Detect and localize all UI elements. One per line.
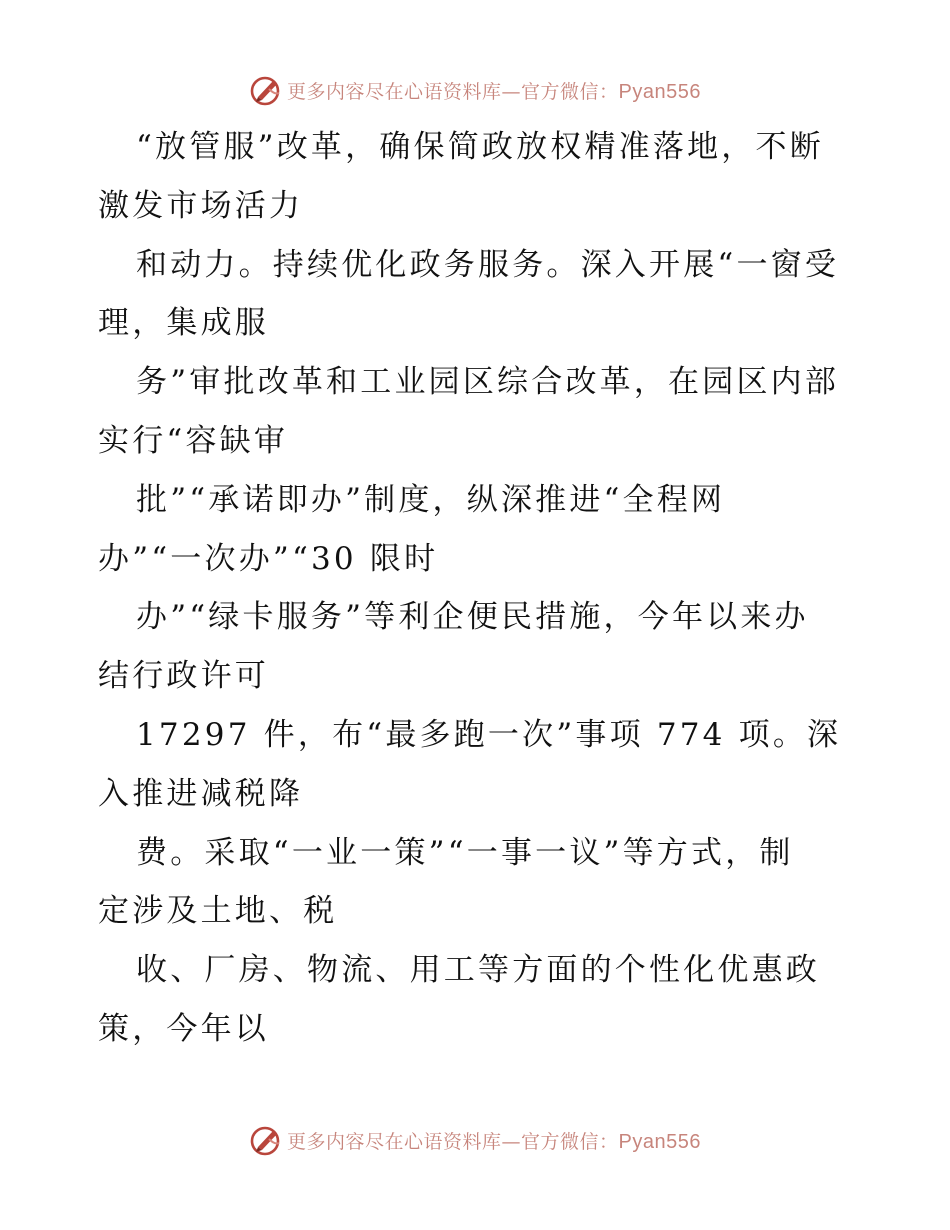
body-text-line: 激发市场活力 [98, 187, 304, 224]
body-text-line: 办”“一次办”“30 限时 [98, 540, 439, 577]
body-text-line: 入推进减税降 [98, 775, 304, 812]
watermark-dash: — [501, 80, 522, 103]
body-text-line: 实行“容缺审 [98, 422, 289, 459]
header-watermark [0, 70, 950, 110]
body-text-line: 结行政许可 [98, 658, 269, 695]
watermark-wechat-id: Pyan556 [618, 1130, 701, 1153]
pen-logo-icon [249, 1123, 283, 1157]
watermark-wechat-id: Pyan556 [618, 80, 701, 103]
body-text-line: 定涉及土地、税 [98, 893, 338, 930]
watermark-text [287, 77, 701, 104]
body-text-line: 办”“绿卡服务”等利企便民措施，今年以来办 [136, 599, 809, 636]
watermark-dash: — [501, 1130, 522, 1153]
body-text-line: 策，今年以 [98, 1010, 269, 1047]
body-text-line: 理，集成服 [98, 305, 269, 342]
body-text-line: 收、厂房、物流、用工等方面的个性化优惠政 [136, 952, 820, 989]
document-body [98, 118, 858, 1059]
watermark-text [287, 1127, 701, 1154]
watermark-site-text: 更多内容尽在心语资料库 [287, 1130, 502, 1153]
watermark-wechat-label: 官方微信： [521, 1130, 619, 1153]
body-text-line: 批”“承诺即办”制度，纵深推进“全程网 [136, 481, 726, 518]
watermark-wechat-label: 官方微信： [521, 80, 619, 103]
pen-logo-icon [249, 73, 283, 107]
footer-watermark [0, 1120, 950, 1160]
body-text-line: 务”审批改革和工业园区综合改革，在园区内部 [136, 364, 840, 401]
body-text-line: 费。采取“一业一策”“一事一议”等方式，制 [136, 834, 794, 871]
body-text-line: 和动力。持续优化政务服务。深入开展“一窗受 [136, 246, 840, 283]
body-text-line: 17297 件，布“最多跑一次”事项 774 项。深 [136, 716, 842, 753]
watermark-site-text: 更多内容尽在心语资料库 [287, 80, 502, 103]
body-text-line: “放管服”改革，确保简政放权精准落地，不断 [136, 129, 824, 165]
